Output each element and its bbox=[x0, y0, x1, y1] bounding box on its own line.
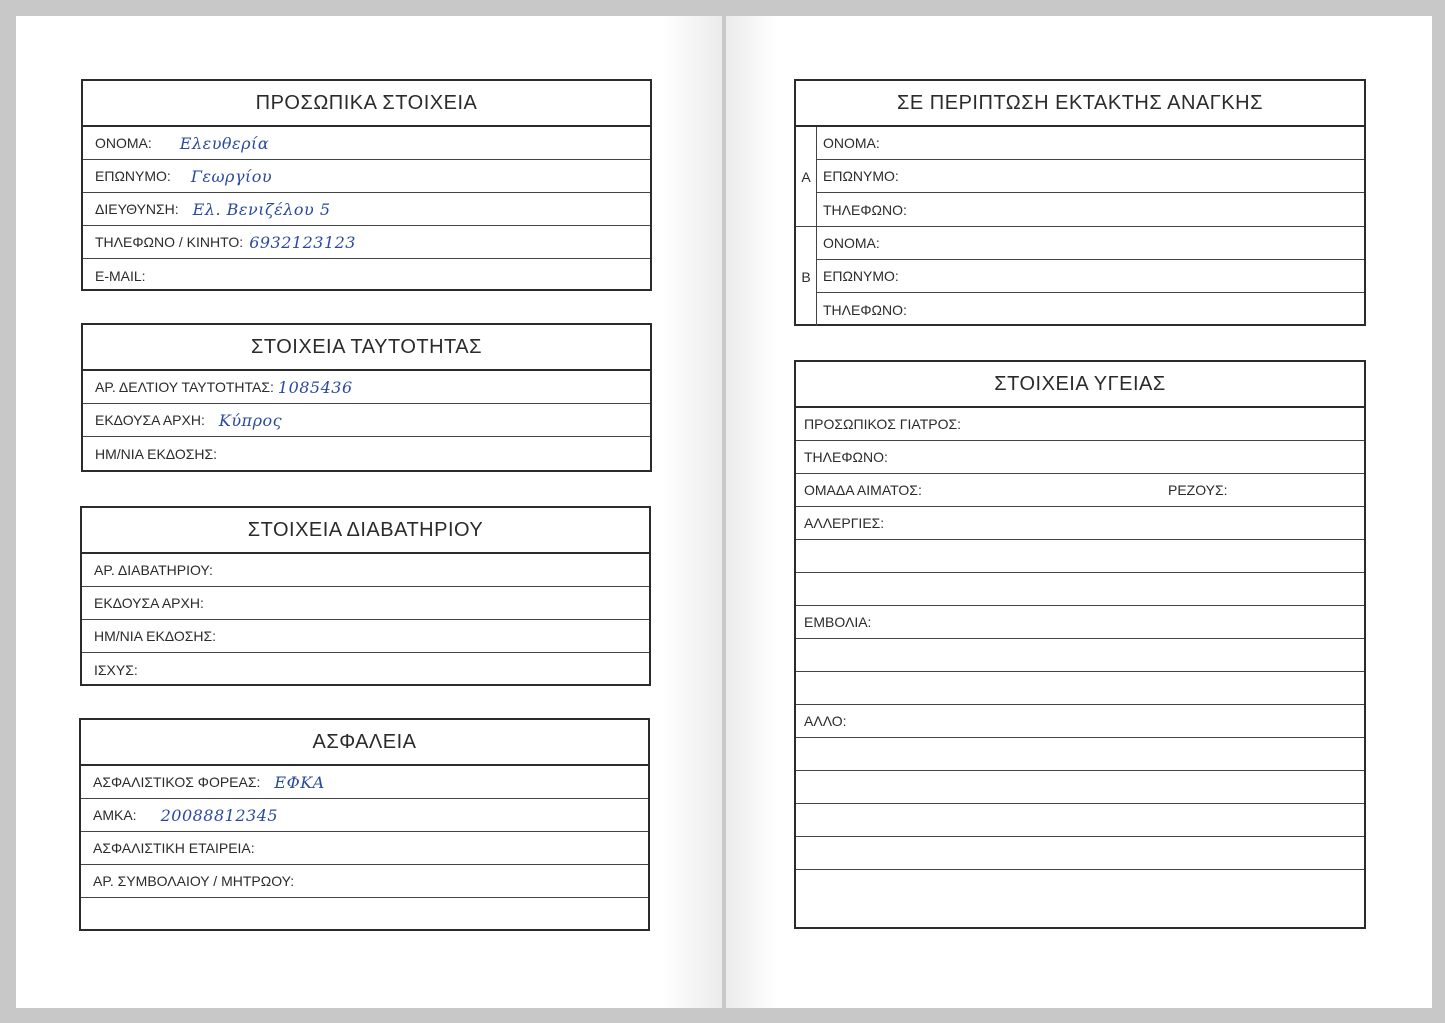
form-row[interactable] bbox=[83, 437, 650, 470]
section-title: ΑΣΦΑΛΕΙΑ bbox=[81, 720, 648, 766]
field-label: ΟΝΟΜΑ: bbox=[823, 235, 880, 251]
form-row[interactable] bbox=[82, 653, 649, 686]
field-label: ΟΝΟΜΑ: bbox=[823, 135, 880, 151]
emergency-contacts-section bbox=[794, 79, 1366, 326]
handwritten-value: Γεωργίου bbox=[190, 166, 273, 186]
form-row[interactable] bbox=[83, 371, 650, 404]
form-row[interactable] bbox=[83, 259, 650, 292]
right-page bbox=[726, 16, 1432, 1008]
form-row[interactable] bbox=[796, 507, 1364, 540]
handwritten-value: Κύπρος bbox=[218, 410, 283, 430]
blank-line[interactable] bbox=[796, 639, 1364, 672]
insurance-section bbox=[79, 718, 650, 931]
field-label: ΟΜΑΔΑ ΑΙΜΑΤΟΣ: bbox=[804, 482, 922, 498]
identity-section bbox=[81, 323, 652, 472]
field-label: ΤΗΛΕΦΩΝΟ: bbox=[823, 301, 907, 318]
blank-line[interactable] bbox=[796, 837, 1364, 870]
form-row[interactable] bbox=[817, 193, 1364, 226]
field-label: ΕΠΩΝΥΜΟ: bbox=[95, 168, 171, 184]
field-label: ΑΜΚΑ: bbox=[93, 807, 137, 823]
blank-line[interactable] bbox=[796, 771, 1364, 804]
section-title: ΣΤΟΙΧΕΙΑ ΥΓΕΙΑΣ bbox=[796, 362, 1364, 408]
field-label: ΕΚΔΟΥΣΑ ΑΡΧΗ: bbox=[95, 412, 205, 428]
field-label: ΕΠΩΝΥΜΟ: bbox=[823, 268, 899, 284]
handwritten-value: 20088812345 bbox=[160, 805, 279, 825]
form-row[interactable] bbox=[81, 865, 648, 898]
form-row[interactable] bbox=[83, 404, 650, 437]
group-letter: Α bbox=[796, 127, 817, 226]
form-row[interactable] bbox=[817, 293, 1364, 326]
form-row[interactable] bbox=[81, 799, 648, 832]
field-label: ΕΜΒΟΛΙΑ: bbox=[804, 614, 872, 630]
form-row[interactable] bbox=[82, 587, 649, 620]
section-title: ΠΡΟΣΩΠΙΚΑ ΣΤΟΙΧΕΙΑ bbox=[83, 81, 650, 127]
field-label: ΤΗΛΕΦΩΝΟ / ΚΙΝΗΤΟ: bbox=[95, 234, 244, 250]
field-label: ΤΗΛΕΦΩΝΟ: bbox=[804, 449, 888, 465]
handwritten-value: 6932123123 bbox=[249, 232, 356, 252]
field-label: ΑΛΛΕΡΓΙΕΣ: bbox=[804, 515, 885, 531]
blank-line[interactable] bbox=[796, 573, 1364, 606]
form-row[interactable] bbox=[817, 160, 1364, 193]
field-label: ΠΡΟΣΩΠΙΚΟΣ ΓΙΑΤΡΟΣ: bbox=[804, 416, 962, 432]
contact-group-a bbox=[796, 127, 1364, 227]
field-label: ΑΛΛΟ: bbox=[804, 713, 847, 729]
field-label: ΙΣΧΥΣ: bbox=[94, 661, 138, 678]
form-row[interactable] bbox=[82, 620, 649, 653]
handwritten-value: ΕΦΚΑ bbox=[274, 772, 325, 792]
form-row[interactable] bbox=[83, 226, 650, 259]
form-row[interactable] bbox=[81, 832, 648, 865]
field-label: ΕΠΩΝΥΜΟ: bbox=[823, 168, 899, 184]
handwritten-value: Ελευθερία bbox=[179, 133, 270, 153]
section-title: ΣΤΟΙΧΕΙΑ ΔΙΑΒΑΤΗΡΙΟΥ bbox=[82, 508, 649, 554]
field-label: ΟΝΟΜΑ: bbox=[95, 135, 152, 151]
form-row[interactable] bbox=[796, 408, 1364, 441]
field-label: ΑΣΦΑΛΙΣΤΙΚΟΣ ΦΟΡΕΑΣ: bbox=[93, 774, 261, 790]
handwritten-value: Ελ. Βενιζέλου 5 bbox=[192, 199, 331, 219]
form-row[interactable] bbox=[83, 160, 650, 193]
passport-section bbox=[80, 506, 651, 686]
group-rows bbox=[817, 227, 1364, 326]
personal-info-section bbox=[81, 79, 652, 291]
section-title: ΣΕ ΠΕΡΙΠΤΩΣΗ ΕΚΤΑΚΤΗΣ ΑΝΑΓΚΗΣ bbox=[796, 81, 1364, 127]
form-row[interactable] bbox=[83, 127, 650, 160]
form-row[interactable] bbox=[796, 441, 1364, 474]
form-row[interactable] bbox=[81, 766, 648, 799]
group-rows bbox=[817, 127, 1364, 226]
left-page bbox=[16, 16, 722, 1008]
form-row[interactable] bbox=[81, 898, 648, 931]
blank-line[interactable] bbox=[796, 804, 1364, 837]
form-row[interactable] bbox=[817, 227, 1364, 260]
field-label: ΕΚΔΟΥΣΑ ΑΡΧΗ: bbox=[94, 595, 204, 611]
group-letter: Β bbox=[796, 227, 817, 326]
health-section bbox=[794, 360, 1366, 929]
gutter-shadow bbox=[726, 16, 776, 1008]
gutter-shadow bbox=[662, 16, 722, 1008]
rhesus-label: ΡΕΖΟΥΣ: bbox=[1168, 482, 1228, 498]
form-row[interactable] bbox=[796, 606, 1364, 639]
blank-line[interactable] bbox=[796, 870, 1364, 903]
blank-line[interactable] bbox=[796, 672, 1364, 705]
field-label: ΑΡ. ΣΥΜΒΟΛΑΙΟΥ / ΜΗΤΡΩΟΥ: bbox=[93, 873, 295, 889]
form-row[interactable] bbox=[83, 193, 650, 226]
contact-group-b bbox=[796, 227, 1364, 326]
field-label: ΑΣΦΑΛΙΣΤΙΚΗ ΕΤΑΙΡΕΙΑ: bbox=[93, 840, 255, 856]
field-label: ΔΙΕΥΘΥΝΣΗ: bbox=[95, 201, 179, 217]
handwritten-value: 1085436 bbox=[277, 377, 353, 397]
field-label: ΑΡ. ΔΕΛΤΙΟΥ ΤΑΥΤΟΤΗΤΑΣ: bbox=[95, 379, 274, 395]
field-label: ΤΗΛΕΦΩΝΟ: bbox=[823, 201, 907, 218]
field-label: E-MAIL: bbox=[95, 267, 146, 284]
field-label: ΗΜ/ΝΙΑ ΕΚΔΟΣΗΣ: bbox=[94, 628, 217, 644]
section-title: ΣΤΟΙΧΕΙΑ ΤΑΥΤΟΤΗΤΑΣ bbox=[83, 325, 650, 371]
form-row[interactable] bbox=[796, 705, 1364, 738]
form-row[interactable] bbox=[796, 474, 1364, 507]
form-row[interactable] bbox=[82, 554, 649, 587]
blank-line[interactable] bbox=[796, 738, 1364, 771]
blank-line[interactable] bbox=[796, 540, 1364, 573]
field-label: ΗΜ/ΝΙΑ ΕΚΔΟΣΗΣ: bbox=[95, 445, 218, 462]
form-row[interactable] bbox=[817, 260, 1364, 293]
form-row[interactable] bbox=[817, 127, 1364, 160]
field-label: ΑΡ. ΔΙΑΒΑΤΗΡΙΟΥ: bbox=[94, 562, 213, 578]
